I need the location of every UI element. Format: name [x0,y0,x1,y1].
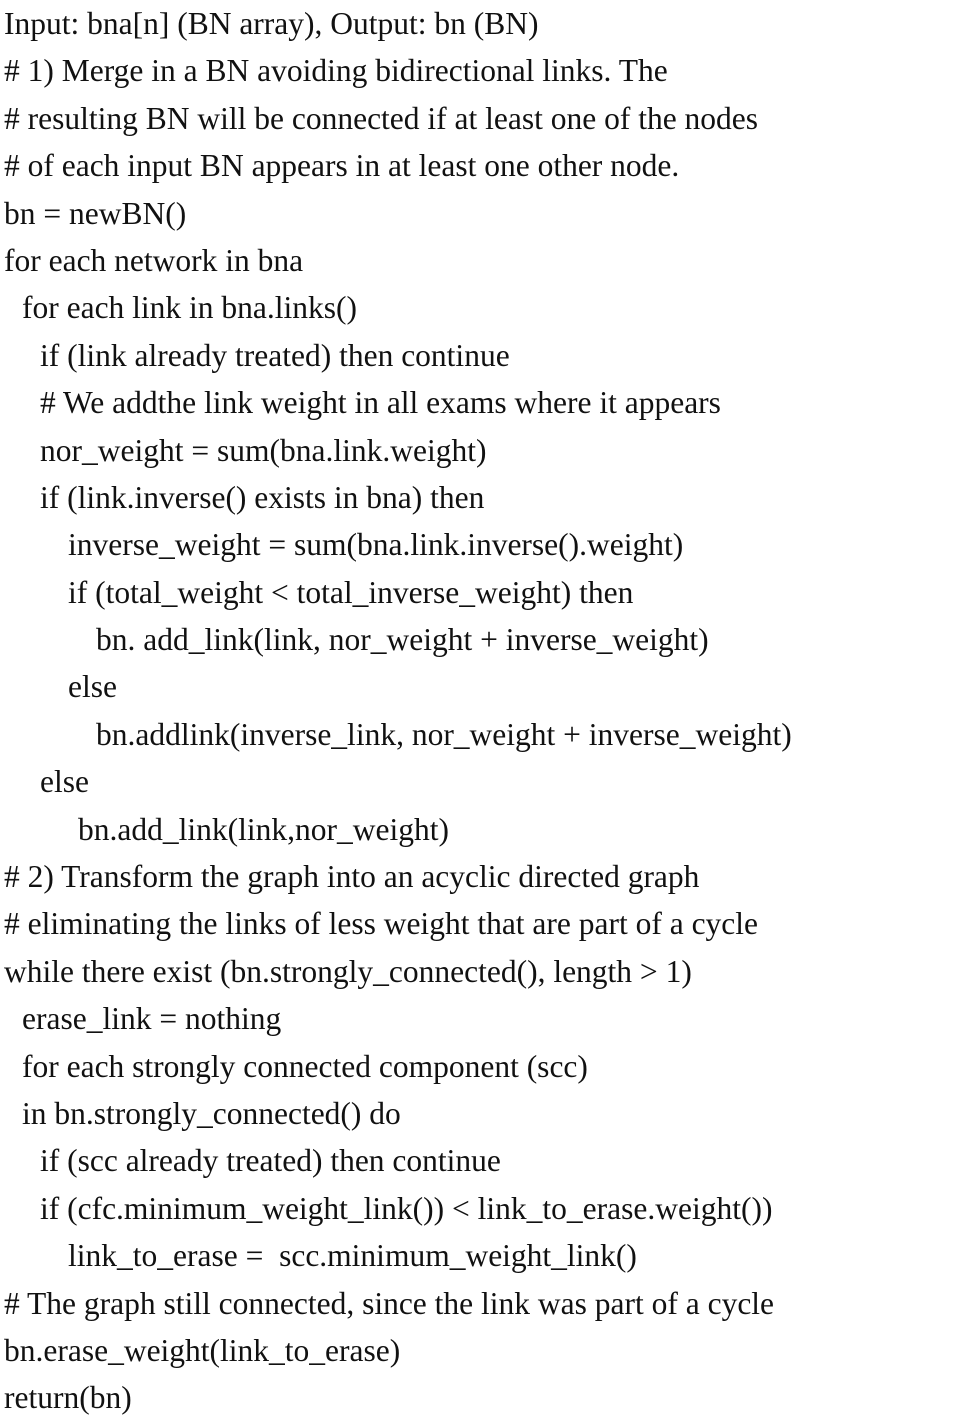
comment-line: # The graph still connected, since the link was part of a cycle [4,1285,775,1321]
comment-line: # We addthe link weight in all exams where it appears [40,385,721,421]
code-line: if (link already treated) then continue [40,337,510,373]
code-line: in bn.strongly_connected() do [22,1095,401,1131]
code-line: bn.addlink(inverse_link, nor_weight + inverse_weight) [96,716,792,752]
io-signature-line: Input: bna[n] (BN array), Output: bn (BN) [4,6,539,41]
code-line: if (total_weight < total_inverse_weight) then [68,574,634,610]
comment-line: # 2) Transform the graph into an acyclic directed graph [4,859,700,895]
comment-line: # resulting BN will be connected if at least one of the nodes [4,100,759,136]
code-line: bn = newBN() [4,195,187,231]
comment-line: # of each input BN appears in at least one other node. [4,148,680,184]
code-line: else [68,669,117,705]
code-line: erase_link = nothing [22,1001,282,1037]
comment-line: # eliminating the links of less weight that are part of a cycle [4,906,759,942]
code-line: bn.add_link(link,nor_weight) [78,811,449,847]
code-line: return(bn) [4,1380,132,1416]
code-line: if (scc already treated) then continue [40,1143,501,1179]
code-line: nor_weight = sum(bna.link.weight) [40,432,487,468]
code-line: bn.erase_weight(link_to_erase) [4,1332,401,1368]
code-line: link_to_erase = scc.minimum_weight_link() [68,1238,637,1274]
code-line: for each link in bna.links() [22,290,358,326]
code-line: for each network in bna [4,242,304,278]
code-line: for each strongly connected component (scc) [22,1048,588,1084]
code-line: while there exist (bn.strongly_connected(), length > 1) [4,953,692,989]
code-line: bn. add_link(link, nor_weight + inverse_weight) [96,622,709,658]
pseudocode-listing [4,0,971,1422]
code-line: if (link.inverse() exists in bna) then [40,479,485,515]
comment-line: # 1) Merge in a BN avoiding bidirectional links. The [4,53,668,89]
code-line: if (cfc.minimum_weight_link()) < link_to_erase.weight()) [40,1190,773,1226]
code-line: inverse_weight = sum(bna.link.inverse().weight) [68,527,684,563]
code-line: else [40,764,89,800]
